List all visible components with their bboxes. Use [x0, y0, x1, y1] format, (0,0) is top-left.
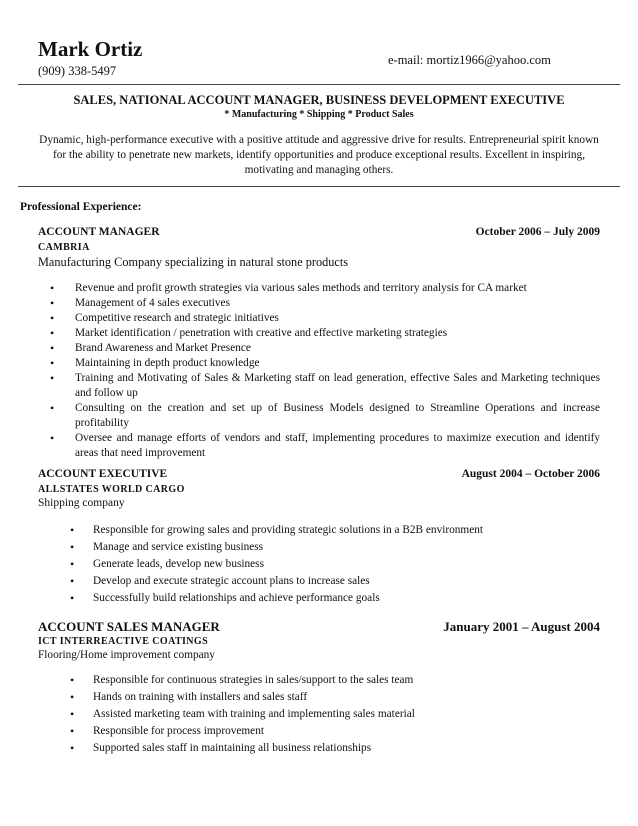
section-title-experience: Professional Experience: — [20, 201, 142, 213]
job-dates: August 2004 – October 2006 — [461, 468, 600, 480]
list-item: • Consulting on the creation and set up of Business Models designed to Streamline Operations and increase profitability — [50, 401, 600, 429]
list-item: • Management of 4 sales executives — [50, 296, 230, 310]
phone-number: (909) 338-5497 — [38, 64, 117, 78]
bullet-icon: • — [70, 690, 75, 704]
professional-summary: Dynamic, high-performance executive with a positive attitude and aggressive drive for results. Entrepreneurial spirit known for the ability to penetrate new markets, identify opportunities and produce exceptional results. Excellent in inspiring, motivating and managing others. — [39, 134, 599, 176]
list-item: • Manage and service existing business — [70, 540, 264, 554]
company-description: Manufacturing Company specializing in natural stone products — [38, 255, 349, 269]
job-header — [38, 468, 600, 483]
bullet-icon: • — [50, 431, 55, 445]
industry-subheadline: * Manufacturing * Shipping * Product Sales — [224, 109, 414, 120]
job-bullet-list — [70, 672, 600, 757]
bullet-icon: • — [70, 557, 75, 571]
list-item: • Assisted marketing team with training and implementing sales material — [70, 707, 415, 721]
bullet-icon: • — [70, 741, 75, 755]
job-entry — [38, 468, 600, 511]
job-title: ACCOUNT SALES MANAGER — [38, 619, 220, 634]
company-name: ICT INTERREACTIVE COATINGS — [38, 636, 209, 647]
job-dates: October 2006 – July 2009 — [475, 226, 600, 238]
job-title: ACCOUNT MANAGER — [38, 226, 160, 238]
bullet-icon: • — [70, 540, 75, 554]
list-item: • Supported sales staff in maintaining all business relationships — [70, 741, 372, 755]
bullet-icon: • — [70, 724, 75, 738]
bullet-icon: • — [50, 311, 55, 325]
bullet-icon: • — [70, 591, 75, 605]
bullet-icon: • — [50, 341, 55, 355]
job-header — [38, 226, 600, 241]
bullet-icon: • — [50, 356, 55, 370]
company-name: CAMBRIA — [38, 242, 90, 253]
list-item: • Generate leads, develop new business — [70, 557, 264, 571]
job-title: ACCOUNT EXECUTIVE — [38, 468, 168, 480]
list-item: • Successfully build relationships and achieve performance goals — [70, 591, 380, 605]
company-description: Shipping company — [38, 497, 125, 509]
bullet-icon: • — [50, 296, 55, 310]
bullet-icon: • — [50, 281, 55, 295]
list-item: • Responsible for growing sales and providing strategic solutions in a B2B environment — [70, 523, 484, 537]
list-item: • Revenue and profit growth strategies via various sales methods and territory analysis for CA market — [50, 281, 527, 295]
job-bullet-list — [70, 522, 600, 607]
bullet-icon: • — [70, 707, 75, 721]
job-bullet-list — [50, 281, 600, 461]
bullet-icon: • — [50, 371, 55, 385]
summary-divider — [18, 186, 620, 187]
bullet-icon: • — [70, 673, 75, 687]
job-dates: January 2001 – August 2004 — [443, 619, 600, 634]
list-item: • Training and Motivating of Sales & Marketing staff on lead generation, effective Sales and Marketing techniques and follow up — [50, 371, 600, 399]
list-item: • Oversee and manage efforts of vendors and staff, implementing procedures to maximize execution and identify areas that need improvement — [50, 431, 600, 459]
job-entry — [38, 619, 600, 663]
list-item: • Maintaining in depth product knowledge — [50, 356, 260, 370]
list-item: • Responsible for continuous strategies in sales/support to the sales team — [70, 673, 414, 687]
company-name: ALLSTATES WORLD CARGO — [38, 484, 185, 495]
job-header — [38, 619, 600, 635]
list-item: • Competitive research and strategic initiatives — [50, 311, 279, 325]
company-description: Flooring/Home improvement company — [38, 649, 215, 661]
job-entry — [38, 226, 600, 270]
list-item: • Brand Awareness and Market Presence — [50, 341, 251, 355]
list-item: • Hands on training with installers and sales staff — [70, 690, 308, 704]
list-item: • Responsible for process improvement — [70, 724, 264, 738]
email-address: e-mail: mortiz1966@yahoo.com — [388, 53, 551, 67]
list-item: • Market identification / penetration with creative and effective marketing strategies — [50, 326, 448, 340]
career-headline: SALES, NATIONAL ACCOUNT MANAGER, BUSINESS DEVELOPMENT EXECUTIVE — [73, 93, 565, 107]
bullet-icon: • — [70, 574, 75, 588]
candidate-name: Mark Ortiz — [38, 37, 143, 61]
bullet-icon: • — [70, 523, 75, 537]
header-divider — [18, 84, 620, 85]
bullet-icon: • — [50, 326, 55, 340]
list-item: • Develop and execute strategic account plans to increase sales — [70, 574, 370, 588]
bullet-icon: • — [50, 401, 55, 415]
